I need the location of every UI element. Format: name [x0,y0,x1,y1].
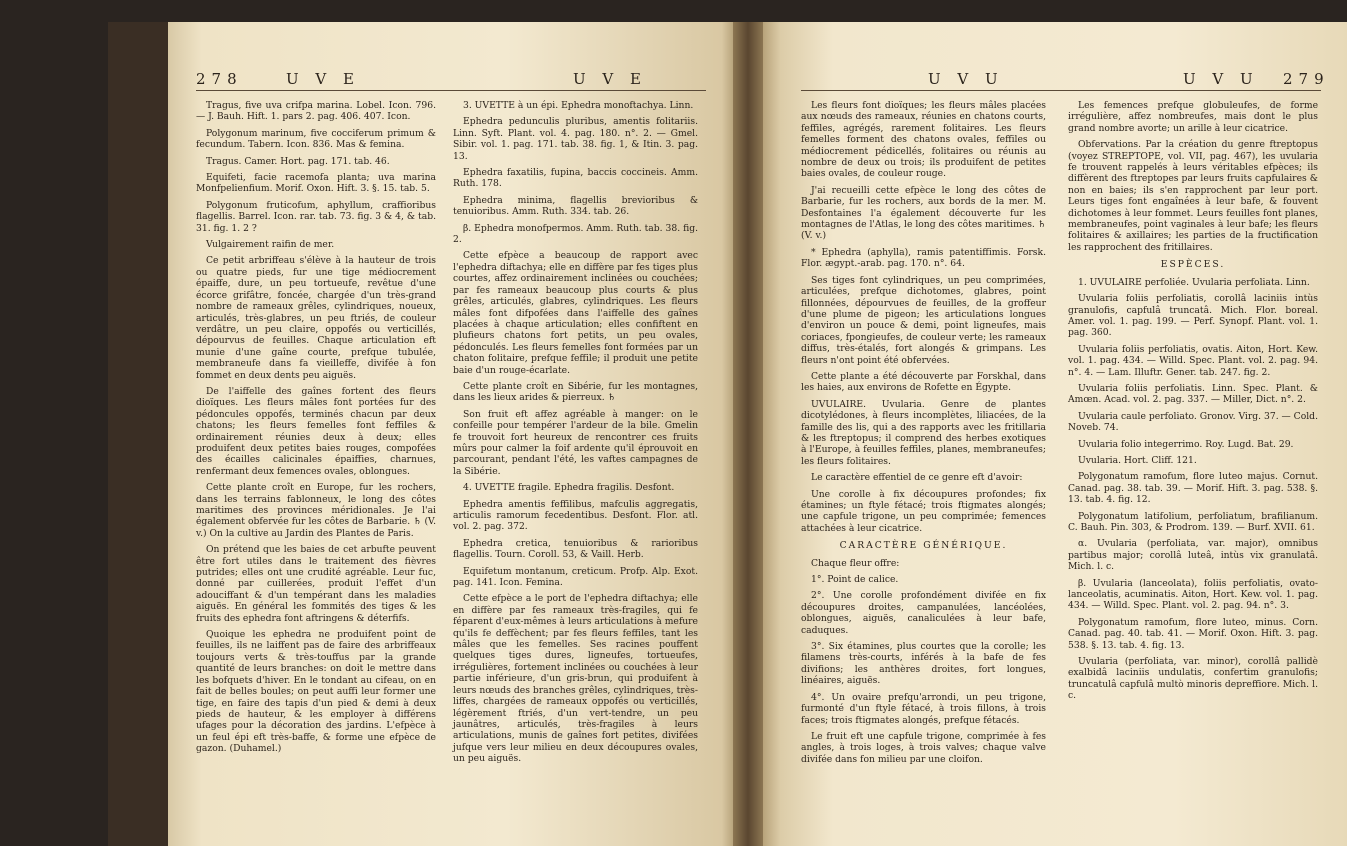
paragraph: α. Uvularia (perfoliata, var. major), omnibus partibus major; corollâ luteâ, intùs vix granulatâ. Mich. l. c. [1068,538,1318,573]
paragraph: ESPÈCES. [1160,259,1226,271]
paragraph: Uvularia foliis perfoliatis. Linn. Spec. Plant. & Amœn. Acad. vol. 2. pag. 337. — Miller, Dict. n°. 2. [1068,382,1318,406]
paragraph: Cette plante croît en Europe, fur les rochers, dans les terrains fablonneux, le long des côtes maritimes des provinces méridionales. Je l'ai également obfervée fur les côtes de Barbarie. ♄ (V. v.) On la cultive au Jardin des Plantes de Paris. [196,482,436,539]
paragraph: Polygonatum ramofum, flore luteo majus. Cornut. Canad. pag. 38. tab. 39. — Morif. Hift. 3. pag. 538. §. 13. tab. 4. fig. 12. [1068,471,1318,506]
paragraph: Uvularia. Hort. Cliff. 121. [1078,454,1197,466]
header-rule [801,90,1321,91]
paragraph: Cette efpèce a le port de l'ephedra diftachya; elle en diffère par fes rameaux très-fragiles, qui fe féparent d'eux-mêmes à leurs articulations à mefure qu'ils fe deffèchent; par fes fleurs feffiles, tant les mâles que les femelles. Ses racines pouffent quelques tiges dures, ligneufes, tortueufes, irrégulières, fortement inclinées ou couchées à leur partie inférieure, d'un gris-brun, qui produifent à leurs nœuds des branches grêles, cylindriques, très-liffes, chargées de rameaux oppofés ou verticillés, légèrement ftriés, d'un vert-tendre, un peu jaunâtres, articulés, très-fragiles à leurs articulations, munis de gaînes fort petites, divifées jufque vers leur milieu en deux découpures ovales, un peu aiguës. [453,593,698,765]
paragraph: * Ephedra (aphylla), ramis patentiffimis. Forsk. Flor. ægypt.-arab. pag. 170. n°. 64. [801,246,1046,270]
paragraph: β. Uvularia (lanceolata), foliis perfoliatis, ovato-lanceolatis, acuminatis. Aiton, Hort. Kew. vol. 1. pag. 434. — Willd. Spec. Plant. vol. 2. pag. 94. n°. 3. [1068,577,1318,612]
paragraph: 4°. Un ovaire prefqu'arrondi, un peu trigone, furmonté d'un ftyle fétacé, à trois fillons, à trois faces; trois ftigmates alongés, prefque fétacés. [801,691,1046,726]
paragraph: De l'aiffelle des gaînes fortent des fleurs dioïques. Les fleurs mâles font portées fur des pédoncules oppofés, terminés chacun par deux chatons; les fleurs femelles font feffiles & ordinairement réunies deux à deux; elles produifent deux petites baies rouges, compofées des écailles calicinales épaiffies, charnues, renfermant deux femences ovales, oblongues. [196,385,436,477]
paragraph: Le fruit eft une capfule trigone, comprimée à fes angles, à trois loges, à trois valves; chaque valve divifée dans fon milieu par une cloifon. [801,730,1046,765]
left-header-right: U V E [573,70,647,88]
right-header-right: U V U [1183,70,1259,88]
paragraph: Ephedra minima, flagellis brevioribus & tenuioribus. Amm. Ruth. 334. tab. 26. [453,194,698,218]
left-page [168,22,733,846]
left-header-left: U V E [286,70,360,88]
left-page-number: 278 [196,70,243,88]
paragraph: Polygonum fruticofum, aphyllum, craffioribus flagellis. Barrel. Icon. rar. tab. 73. fig. 3 & 4, & tab. 31. fig. 1. 2 ? [196,199,436,234]
paragraph: Une corolle à fix découpures profondes; fix étamines; un ftyle fétacé; trois ftigmates alongés; une capfule trigone, un peu comprimée; femences attachées à leur cicatrice. [801,488,1046,534]
paragraph: Chaque fleur offre: [811,557,900,569]
paragraph: 2°. Une corolle profondément divifée en fix découpures droites, campanulées, lancéolées, oblongues, aiguës, canaliculées à leur bafe, caduques. [801,590,1046,636]
left-column-1 [196,100,436,760]
paragraph: Polygonum marinum, five cocciferum primum & fecundum. Tabern. Icon. 836. Mas & femina. [196,127,436,151]
paragraph: Polygonatum ramofum, flore luteo, minus. Corn. Canad. pag. 40. tab. 41. — Morif. Oxon. Hift. 3. pag. 538. §. 13. tab. 4. fig. 13. [1068,616,1318,651]
left-column-2 [453,100,698,770]
paragraph: Les femences prefque globuleufes, de forme irrégulière, affez nombreufes, mais dont le plus grand nombre avorte; un arille à leur cicatrice. [1068,100,1318,134]
paragraph: Uvularia (perfoliata, var. minor), corollâ pallidè exalbidâ laciniis undulatis, confertim granulofis; truncatulâ capfulâ multò minoris depreffiore. Mich. l. c. [1068,656,1318,702]
paragraph: Tragus. Camer. Hort. pag. 171. tab. 46. [206,155,390,167]
paragraph: Quoique les ephedra ne produifent point de feuilles, ils ne laiffent pas de faire des arbriffeaux toujours verts & très-touffus par la grande quantité de leurs branches: on doit le mettre dans les bofquets d'hiver. En le tondant au cifeau, on en fait de belles boules; on peut auffi leur former une tige, en faire des tapis d'un pied & demi à deux pieds de hauteur, & les employer à différens ufages pour la décoration des jardins. L'efpèce à un feul épi eft très-baffe, & forme une efpèce de gazon. (Duhamel.) [196,629,436,755]
paragraph: Tragus, five uva crifpa marina. Lobel. Icon. 796. — J. Bauh. Hift. 1. pars 2. pag. 406. 407. Icon. [196,100,436,123]
paragraph: Ses tiges font cylindriques, un peu comprimées, articulées, prefque dichotomes, glabres, point fillonnées, dépourvues de feuilles, de la groffeur d'une plume de pigeon; les articulations longues d'environ un pouce & demi, point ligneufes, mais coriaces, fpongieufes, de couleur verte; les rameaux diffus, très-étalés, fort alongés & grimpans. Les fleurs n'ont point été obfervées. [801,274,1046,366]
paragraph: Ephedra faxatilis, fupina, baccis coccineis. Amm. Ruth. 178. [453,167,698,190]
paragraph: Ephedra cretica, tenuioribus & rarioribus flagellis. Tourn. Coroll. 53, & Vaill. Herb. [453,537,698,561]
paragraph: 4. UVETTE fragile. Ephedra fragilis. Desfont. [463,482,675,494]
paragraph: Obfervations. Par la création du genre ftreptopus (voyez STREPTOPE, vol. VII, pag. 467), les uvularia fe trouvent rappelés à leurs véritables efpèces; ils diffèrent des ftreptopes par leurs fruits capfulaires & non en baies; ils s'en rapprochent par leur port. Leurs tiges font engaînées à leur bafe, & fouvent dichotomes à leur fommet. Leurs feuilles font planes, membraneufes, point vaginales à leur bafe; les fleurs folitaires & axillaires; les parties de la fructification les rapprochent des fritillaires. [1068,139,1318,253]
paragraph: J'ai recueilli cette efpèce le long des côtes de Barbarie, fur les rochers, aux bords de la mer. M. Desfontaines l'a également découverte fur les montagnes de l'Atlas, le long des côtes maritimes. ♄ (V. v.) [801,184,1047,242]
paragraph: Son fruit eft affez agréable à manger: on le confeille pour tempérer l'ardeur de la bile. Gmelin fe trouvoit fort heureux de rencontrer ces fruits mûrs pour calmer la foif ardente qu'il éprouvoit en parcourant, pendant l'été, les vaftes campagnes de la Sibérie. [453,408,698,477]
paragraph: Uvularia foliis perfoliatis, ovatis. Aiton, Hort. Kew. vol. 1. pag. 434. — Willd. Spec. Plant. vol. 2. pag. 94. n°. 4. — Lam. Illuftr. Gener. tab. 247. fig. 2. [1068,343,1318,378]
header-rule [196,90,706,91]
book-gutter [733,22,763,846]
paragraph: Ephedra amentis feffilibus, mafculis aggregatis, articulis ramorum fecedentibus. Desfont. Flor. atl. vol. 2. pag. 372. [453,498,698,533]
paragraph: Uvularia foliis perfoliatis, corollâ laciniis intùs granulofis, capfulâ truncatâ. Mich. Flor. boreal. Amer. vol. 1. pag. 199. — Perf. Synopf. Plant. vol. 1. pag. 360. [1068,293,1318,339]
paragraph: Cette plante croît en Sibérie, fur les montagnes, dans les lieux arides & pierreux. ♄ [453,380,698,404]
paragraph: 3. UVETTE à un épi. Ephedra monoftachya. Linn. [463,100,694,111]
paragraph: Les fleurs font dioïques; les fleurs mâles placées aux nœuds des rameaux, réunies en chatons courts, feffiles, agrégés, rarement folitaires. Les fleurs femelles forment des chatons ovales, feffiles ou médiocrement pédicellés, folitaires ou réunis au nombre de deux ou trois; ils produifent de petites baies ovales, de couleur rouge. [801,100,1046,180]
right-header-left: U V U [928,70,1004,88]
paragraph: Vulgairement raifin de mer. [206,239,335,251]
open-book [108,22,1347,846]
paragraph: Cette efpèce a beaucoup de rapport avec l'ephedra diftachya; elle en diffère par fes tiges plus courtes, affez ordinairement inclinées ou couchées; par fes rameaux beaucoup plus courts & plus grêles, articulés, glabres, cylindriques. Les fleurs mâles font difpofées dans l'aiffelle des gaînes placées à chaque articulation; elles confiftent en plufieurs chatons fort petits, un peu ovales, pédonculés. Les fleurs femelles font formées par un chaton folitaire, prefque feffile; il produit une petite baie d'un rouge-écarlate. [453,250,698,376]
right-column-2 [1068,100,1318,707]
paragraph: Le caractère effentiel de ce genre eft d'avoir: [811,472,1023,484]
paragraph: 1°. Point de calice. [811,574,899,586]
paragraph: Ce petit arbriffeau s'élève à la hauteur de trois ou quatre pieds, fur une tige médiocrement épaiffe, dure, un peu tortueufe, revêtue d'une écorce grifâtre, foncée, chargée d'un très-grand nombre de rameaux grêles, cylindriques, noueux, articulés, très-glabres, un peu ftriés, de couleur verdâtre, un peu claire, oppofés ou verticillés, dépourvus de feuilles. Chaque articulation eft munie d'une gaîne courte, prefque tubulée, membraneufe dans fa vieilleffe, divifée à fon fommet en deux dents peu aiguës. [196,255,436,381]
right-column-1 [801,100,1046,770]
paragraph: 3°. Six étamines, plus courtes que la corolle; les filamens très-courts, inférés à la bafe de fes divifions; les anthères droites, fort longues, linéaires, aiguës. [801,641,1046,687]
paragraph: Polygonatum latifolium, perfoliatum, brafilianum. C. Bauh. Pin. 303, & Prodrom. 139. — Burf. XVII. 61. [1068,510,1318,533]
paragraph: CARACTÈRE GÉNÉRIQUE. [839,540,1008,552]
paragraph: Ephedra pedunculis pluribus, amentis folitariis. Linn. Syft. Plant. vol. 4. pag. 180. n°. 2. — Gmel. Sibir. vol. 1. pag. 171. tab. 38. fig. 1, & Itin. 3. pag. 13. [453,116,698,162]
right-page [763,22,1347,846]
paragraph: On prétend que les baies de cet arbufte peuvent être fort utiles dans le traitement des fièvres putrides; elles ont une crudité agréable. Leur fuc, donné par cuillerées, produit l'effet d'un adouciffant & d'un tempérant dans les maladies aiguës. En général les fommités des tiges & les fruits des ephedra font aftringens & déterfifs. [196,544,436,624]
paragraph: β. Ephedra monofpermos. Amm. Ruth. tab. 38. fig. 2. [453,222,698,246]
paragraph: UVULAIRE. Uvularia. Genre de plantes dicotylédones, à fleurs incomplètes, liliacées, de la famille des lis, qui a des rapports avec les fritillaria & les ftreptopus; il comprend des herbes exotiques à l'Europe, à feuilles feffiles, planes, membraneufes; les fleurs folitaires. [801,398,1046,467]
paragraph: Cette plante a été découverte par Forskhal, dans les haies, aux environs de Rofette en Égypte. [801,370,1046,394]
paragraph: Uvularia folio integerrimo. Roy. Lugd. Bat. 29. [1078,438,1294,450]
right-page-number: 279 [1283,70,1330,88]
paragraph: Equifeti, facie racemofa planta; uva marina Monfpelienfium. Morif. Oxon. Hift. 3. §. 15. tab. 5. [196,172,436,195]
paragraph: Equifetum montanum, creticum. Profp. Alp. Exot. pag. 141. Icon. Femina. [453,565,698,589]
paragraph: Uvularia caule perfoliato. Gronov. Virg. 37. — Cold. Noveb. 74. [1068,410,1318,434]
paragraph: 1. UVULAIRE perfoliée. Uvularia perfoliata. Linn. [1078,276,1310,288]
